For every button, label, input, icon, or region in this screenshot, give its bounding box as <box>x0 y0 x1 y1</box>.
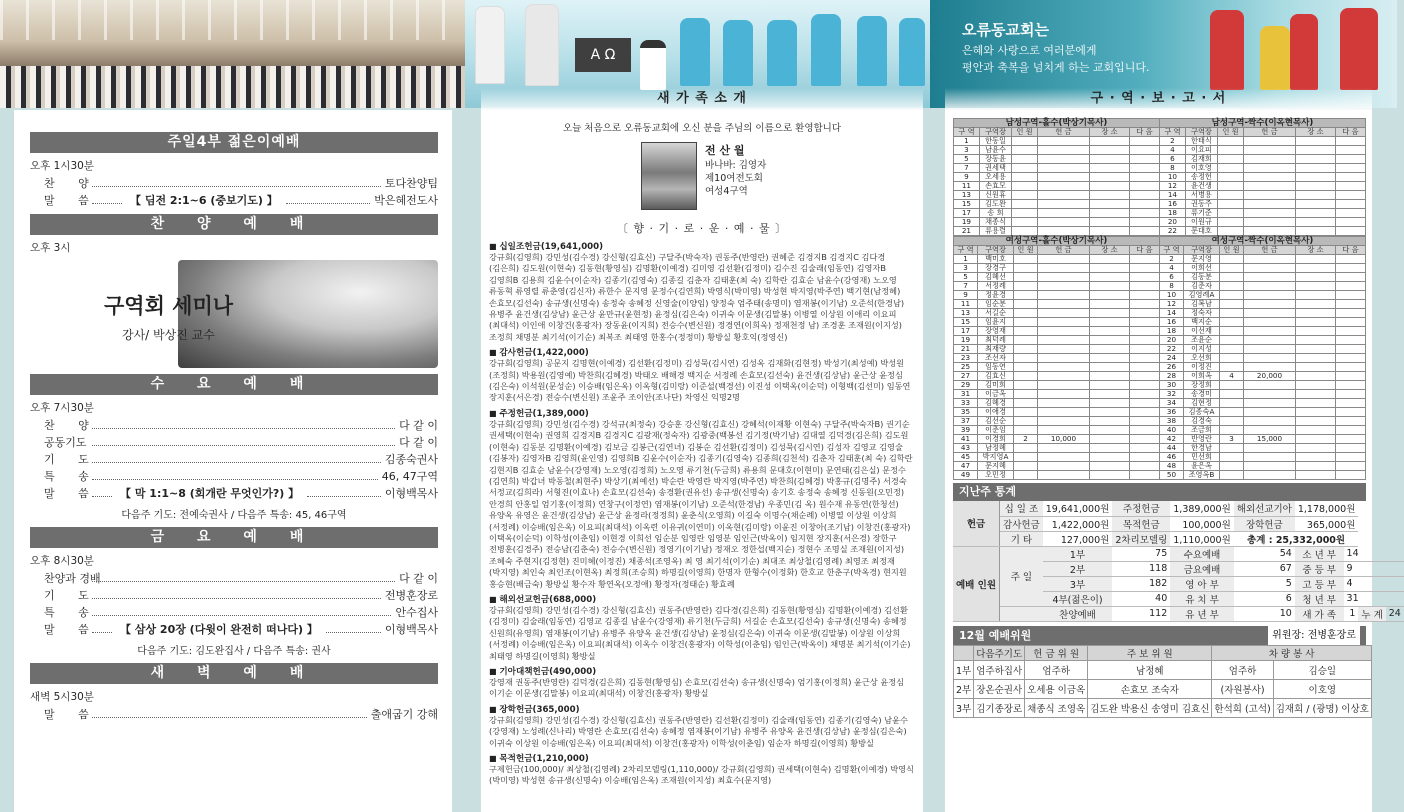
offering-title: 〔 향 · 기 · 로 · 운 · 예 · 물 〕 <box>616 222 788 235</box>
female-district-table: 여성구역-홀수(박상기목사) 여성구역-짝수(이옥현목사) 구 역 구역장 인 원 헌 금 장 소 다 음 구 역 구역장 인 원 헌 금 장 소 다 음 1 백미호 2 문지영 3 장경구 4 이희선 5 김혜선 6 김동분 7 서정례 8 김춘자 9 정윤경 10 김영례A 11 임순분 12 김복남 13 서길순 14 정숙자 15 임윤지 16 백지순 17 장영재 18 이선재 19 최덕례 20 조윤순 21 최재량 22 이지성 23 조선자 24 오선희 25 임동연 26 이정진 27 김효신 28 이희옥 4 20,000 29 김미희 30 장정희 31 이금옥 32 송경미 33 김혜경 34 김현정 35 이애경 36 김종숙A 37 김선순 38 김경숙 39 이춘임 40 조금희 41 이경희 2 10,000 42 반영란 3 15,000 43 남정혜 44 한경남 45 박지영A 46 민선희 47 문지혜 48 윤은옥 49 오민정 50 조영옥B <box>953 236 1366 480</box>
table-row: 7 권세택 8 이호영 <box>954 164 1366 173</box>
program-row: 말 씀 【 막 1:1~8 (회개란 무엇인가?) 】 이형백목사 <box>44 486 438 500</box>
table-row: 예배 인원 주 일 1부 75 수요예배 54 소 년 부 14 <box>953 546 1404 561</box>
table-row: 33 김혜경 34 김현정 <box>954 399 1366 408</box>
offering-list <box>489 240 915 787</box>
next-week-note: 다음주 기도: 김도완집사 / 다음주 특송: 권사 <box>137 646 331 657</box>
offering-category: ■ 장학헌금(365,000) <box>489 703 915 715</box>
table-row: 3 장경구 4 이희선 <box>954 264 1366 273</box>
table-row: 15 김도완 16 권동주 <box>954 200 1366 209</box>
alpha-omega-logo: A Ω <box>575 38 631 72</box>
newcomer-guide: 바나바: 김영자 <box>705 160 767 171</box>
table-row: 45 박지영A 46 민선희 <box>954 453 1366 462</box>
table-row: 9 오세용 10 송정헌 <box>954 173 1366 182</box>
table-row: 41 이경희 2 10,000 42 반영란 3 15,000 <box>954 435 1366 444</box>
program-row: 찬 양 다 같 이 <box>44 418 438 432</box>
newcomer-photo <box>641 142 697 210</box>
offering-names: 강규회(김영희) 강민성(김수경) 강신형(김효신) 권동주(반영란) 김선환(김정미) 김술래(임동연) 김종기(김영숙) 남윤수(강영재) 노성례(신나리) 박영란 손효모(김선숙) 송혜정 염재봉(이기남) 유병주 유양옥 윤건생(김상남) 윤정심(김은숙) 이귀숙 이상원 이승배(임은옥) 이요피(최대석) 이창건(홍광자) 이학성(이춘임) 임순자 하명길(이영희) 황방실 <box>489 714 908 748</box>
service-time: 새벽 5시30분 <box>30 691 94 703</box>
table-row: 23 조선자 24 오선희 <box>954 354 1366 363</box>
table-row: 2부 장온순권사 오세용 이금옥 손효모 조숙자 (자원봉사) 이호영 <box>954 679 1372 698</box>
offering-category: ■ 기아대책헌금(490,000) <box>489 665 915 677</box>
table-row: 15 임윤지 16 백지순 <box>954 318 1366 327</box>
table-row: 49 오민정 50 조영옥B <box>954 471 1366 480</box>
table-row: 11 손효모 12 윤건생 <box>954 182 1366 191</box>
newcomer-group: 여성4구역 <box>705 186 748 197</box>
table-row: 1부 엄주하집사 엄주하 남정혜 엄주하 김승일 <box>954 660 1372 679</box>
table-row: 37 김선순 38 김경숙 <box>954 417 1366 426</box>
table-row: 31 이금옥 32 송경미 <box>954 390 1366 399</box>
sunday-young-adult-title: 주일4부 젊은이예배 <box>30 132 438 153</box>
offering-category: ■ 십일조헌금(19,641,000) <box>489 240 915 252</box>
choir-photo <box>0 0 465 108</box>
offering-category: ■ 목적헌금(1,210,000) <box>489 752 915 764</box>
stats-title: 지난주 통계 <box>953 483 1366 501</box>
program-row: 말 씀 출애굽기 강해 <box>44 707 438 721</box>
table-row: 43 남정혜 44 한경남 <box>954 444 1366 453</box>
duty-title: 12월 예배위원 위원장: 전병훈장로 <box>953 626 1366 645</box>
offering-category: ■ 감사헌금(1,422,000) <box>489 346 915 358</box>
program-row: 말 씀 【 삼상 20장 (다윗이 완전히 떠나다) 】 이형백목사 <box>44 622 438 636</box>
offering-names: 강규회(김영희) 강민성(김수경) 강신형(김효신) 구달주(박숙자) 권동주(반영란) 권혜준 김경지B 김경지C 김다경(김은희) 김도원(이현숙) 김동현(황영심) 김명환(이예경) 김미영 김선환(김정미) 김수진 김술래(임동연) 김영자B 김영희B 김용희 김윤수(이순자) 김종기(김영숙) 김종길 김춘자 김태훈(최 숙) 김학란 김효순 남윤수(강영재) 노오영 류동혁 류영렬 류춘영(김신자) 류한수 문지영 문정수(김연희) 박영식(박미영) 박성현 박지영(박주연) 백기현(남정혜) 손효모(김선숙) 송규생(신명숙) 송정숙 송혜정 신영술(이양임) 양정숙 엄주태(송명미) 염재봉(이기남) 오준석(한경남) 유병주 윤건생(김상남) 윤근상 윤만규(윤현정) 윤정심(김은숙) 이귀숙 이문생(김말봉) 이병열 이상원 이애리 이요피(최대석) 이인애 이창건(홍광자) 장동윤(이지희) 전승수(변신원) 정경연(이희욱) 정재천정 남) 조경훈 조재원(이지성) 조정희 채명분 최기석(이기순) 최복조 최태영 한홍수(정정미) 황방실 황호익(정영신) <box>489 252 905 342</box>
seminar-title: 구역회 세미나 <box>104 294 234 318</box>
service-time: 오후 7시30분 <box>30 402 94 414</box>
stats-table: 헌금 십 일 조 19,641,000원 주정헌금 1,389,000원 해외선교기아 1,178,000원 감사헌금 1,422,000원 목적헌금 100,000원 장학헌금 365,000원 기 타 127,000원 2차리모델링 1,110,000원 총계 : 25,332,000원 예배 인원 주 일 1부 75 수요예배 54 소 년 부 14 2부 118 금요예배 67 중 등 부 9 3부 182 영 아 부 5 고 등 부 4 4부(젊은이) 40 유 치 부 6 청 년 부 31 찬양예배 112 유 년 부 10 새 가 족 1 누 계 24 <box>953 501 1404 622</box>
offering-category: ■ 주정헌금(1,389,000) <box>489 407 915 419</box>
next-week-note: 다음주 기도: 전예숙권사 / 다음주 특송: 45, 46구역 <box>121 510 347 521</box>
table-row: 7 서정례 8 김춘자 <box>954 282 1366 291</box>
table-row: 9 정윤경 10 김영례A <box>954 291 1366 300</box>
newcomer-card <box>489 142 915 212</box>
program-row: 특 송 46, 47구역 <box>44 469 438 483</box>
table-row: 21 최재량 22 이지성 <box>954 345 1366 354</box>
seminar-banner <box>30 260 438 368</box>
table-row: 21 류용렬 22 문대호 <box>954 227 1366 236</box>
table-row: 47 문지혜 48 윤은옥 <box>954 462 1366 471</box>
church-brand-name: 오류동교회는 <box>962 21 1049 39</box>
program-row: 기 도 전병훈장로 <box>44 588 438 602</box>
table-row: 29 김미희 30 장정희 <box>954 381 1366 390</box>
table-row: 25 임동연 26 이정진 <box>954 363 1366 372</box>
brand-slogan-line1: 은혜와 사랑으로 여러분에게 <box>962 44 1097 57</box>
newcomer-name: 전 산 월 <box>705 144 745 157</box>
service-time: 오후 1시30분 <box>30 160 94 172</box>
table-row: 4부(젊은이) 40 유 치 부 6 청 년 부 31 <box>953 591 1404 606</box>
welcome-text: 오늘 처음으로 오류동교회에 오신 분을 주님의 이름으로 환영합니다 <box>562 123 842 134</box>
newcomer-district: 제10여전도회 <box>705 173 763 184</box>
service-time: 오후 8시30분 <box>30 555 94 567</box>
worship-schedule-panel <box>14 110 452 812</box>
offering-names: 강규회(김영희) 공문지 김명현(이예경) 김선환(김정미) 김성묵(김시연) 김성옥 김재화(김현정) 박성기(최성예) 박성원(조정희) 박용원(김영예) 박찬희(김혜경) 박태오 배해경 백지순 서정례 손효모(김선숙) 윤건생(김상남) 윤근상 윤정심(김은숙) 이석원(문성순) 이승배(임은옥) 이옥형(김미랑) 이준설(백경선) 이진성 이택옥(이순덕) 이형백(김선미) 임동연 장지훈(서은경) 전승수(변신원) 조윤주 조이안(조나단) 차영신 익명2명 <box>489 358 911 403</box>
service-time: 오후 3시 <box>30 242 71 254</box>
program-row: 찬양과 경배 다 같 이 <box>44 571 438 585</box>
wednesday-service-title: 수 요 예 배 <box>30 374 438 395</box>
table-row: 3부 김기종장로 채종식 조영옥 김도완 박용신 송영미 김효신 한석희 (고석) 김재희 / (광명) 이상호 <box>954 698 1372 717</box>
program-row: 공동기도 다 같 이 <box>44 435 438 449</box>
friday-service-title: 금 요 예 배 <box>30 527 438 548</box>
table-row: 39 이춘임 40 조금희 <box>954 426 1366 435</box>
program-row: 기 도 김종숙권사 <box>44 452 438 466</box>
brand-slogan-line2: 평안과 축복을 넘치게 하는 교회입니다. <box>962 61 1150 74</box>
table-row: 19 최덕례 20 조윤순 <box>954 336 1366 345</box>
duty-table: 다음주기도 헌 금 위 원 주 보 위 원 차 량 봉 사 1부 엄주하집사 엄주하 남정혜 엄주하 김승일 2부 장온순권사 오세용 이금옥 손효모 조숙자 (자원봉사) 이호영 3부 김기종장로 채종식 조영옥 김도완 박용신 송영미 김효신 한석희 (고석) 김재희 / (광명) 이상호 <box>953 645 1372 718</box>
table-row: 3 남윤수 4 이요피 <box>954 146 1366 155</box>
table-row: 27 김효신 28 이희옥 4 20,000 <box>954 372 1366 381</box>
offering-names: 구제헌금(100,000)/ 최상철(김영례) 2차리모델링(1,110,000)/ 강규회(김영희) 권세택(이현숙) 김명환(이예경) 박영식(박미영) 박성현 송규생(신명숙) 이승배(임은옥) 조재원(이지성) 최효수(문지영) <box>489 764 914 786</box>
table-row: 3부 182 영 아 부 5 고 등 부 4 <box>953 576 1404 591</box>
praise-service-title: 찬 양 예 배 <box>30 214 438 235</box>
newcomer-section-header: 새 가 족 소 개 <box>481 88 923 110</box>
table-row: 35 이애경 36 김종숙A <box>954 408 1366 417</box>
offering-category: ■ 해외선교헌금(688,000) <box>489 593 915 605</box>
table-row: 5 김혜선 6 김동분 <box>954 273 1366 282</box>
male-district-table: 남성구역-홀수(박상기목사) 남성구역-짝수(이옥현목사) 구 역 구역장 인 원 헌 금 장 소 다 음 구 역 구역장 인 원 헌 금 장 소 다 음 1 한동일 2 한태식 3 남윤수 4 이요피 5 장동윤 6 김재희 7 권세택 8 이호영 9 오세용 10 송정헌 11 손효모 12 윤건생 13 신원휴 14 서병용 15 김도완 16 권동주 17 송 희 18 류기준 19 채종식 20 이원규 21 류용렬 22 문대호 <box>953 118 1366 236</box>
table-row: 1 백미호 2 문지영 <box>954 255 1366 264</box>
table-row: 11 임순분 12 김복남 <box>954 300 1366 309</box>
table-row: 5 장동윤 6 김재희 <box>954 155 1366 164</box>
offering-names: 강규회(김영희) 강민성(김수경) 강신형(김효신) 권동주(반영란) 김다경(김은희) 김동현(황영심) 김명환(이예경) 김선환(김정미) 김술래(임동연) 김영교 김종길 남윤수(강영재) 류기천(두금희) 서길순 손효모(김선숙) 송규생(신명숙) 송혜정 신원희(유영희) 염재봉(이기남) 유병주 유양옥 윤건생(김상남) 윤정심(김은숙) 이귀숙 이문생(김말봉) 이상원 이상희(서정례) 이승배(임은옥) 이요피(최대석) 이옥수 이창건(홍광자) 이학성(이춘임) 임인근(박옥이) 채명분 최기석(이기순) 최태영 하명길(이영희) 황방실 <box>489 604 911 661</box>
table-row: 13 서길순 14 정숙자 <box>954 309 1366 318</box>
program-row: 특 송 안수집사 <box>44 605 438 619</box>
duty-leader: 위원장: 전병훈장로 <box>1268 626 1360 645</box>
table-row: 17 장영재 18 이선재 <box>954 327 1366 336</box>
seminar-speaker: 강사/ 박상진 교수 <box>122 328 215 342</box>
table-row: 찬양예배 112 유 년 부 10 새 가 족 1 누 계 24 <box>953 606 1404 621</box>
table-row: 17 송 희 18 류기준 <box>954 209 1366 218</box>
program-row: 찬 양 토다찬양팀 <box>44 176 438 190</box>
table-row: 2부 118 금요예배 67 중 등 부 9 <box>953 561 1404 576</box>
table-row: 13 신원휴 14 서병용 <box>954 191 1366 200</box>
table-row: 19 채종식 20 이원규 <box>954 218 1366 227</box>
offering-names: 강영재 권동주(반영란) 김덕경(김은희) 김동현(황영심) 손효모(김선숙) 송규생(신명숙) 엄기홍(이정희) 윤근상 윤정심 이기순 이문생(김말봉) 이요피(최대석) 이창건(홍광자) 황방실 <box>489 677 905 699</box>
program-row: 말 씀 【 딤전 2:1~6 (중보기도) 】 박은혜전도사 <box>44 193 438 207</box>
newcomer-offering-panel <box>481 110 923 812</box>
table-row: 1 한동일 2 한태식 <box>954 137 1366 146</box>
offering-names: 강규회(김영희) 강민성(김수경) 강석규(최정숙) 강승훈 강신형(김효신) 강혜석(이재황 이현숙) 구달주(박숙자B) 권기순 권세택(이현숙) 권영희 김경지B 김경지C 김광재(정숙자) 김광중(백봉선 김기정(박기남) 김대열 김덕경(김은희) 김도원(이현숙) 김동분 김명환(이예경) 김보금 김봉근(김연녀) 김봉순 김선환(김정미) 김성묵(김시연) 김성자 김영교 김영술(김봉자) 김영자B 김영희(윤인영) 김영희B 김윤수(이순자) 김종기(김영숙) 김종희(김천석) 김춘자 김태훈(최 숙) 김학란 김현지B 김효순 남윤수(강영재) 노오영(김정희) 노오영 류기천(두금희) 류용희 문대호(이현미) 문연태(김은실) 문정수(김연희) 박갑녀 박동철(최현주) 박상기(최예선) 박순란 박영란 박지영(박주연) 박찬희(김혜경) 박홍규(김명주) 서경숙 서정교(김희라) 서형진(이효나) 손효모(김선숙) 송경환(권유선) 송규생(신명숙) 송기호 송정숙 송혜정 신동원(오민정) 안경희 안홍일 엄기홍(이정희) 연창구(이정연) 염재봉(이기남) 오준석(한경남) 우종민(김 옥) 원수재 유동연(한청선) 유양옥 유영은 윤건생(김상남) 윤근상 윤정라(정정희) 윤춘식(오영희) 이길숙 이명수(채순례) 이병열 이상원 이상희(서정례) 이승배(임은옥) 이요피(최대석) 이옥련 이유귀(이연미) 이옥현(김미랑) 이윤진 이창아(조기남) 이창건(홍광자) 이택옥(이순덕) 이학성(이춘임) 이현경 이희선 임순분 임영란 임영분 임인근(박옥이) 임지현 장지훈(서은경) 장한구 전병훈(김경주) 전승남(김춘숙) 전승수(변신원) 정영기(이기남) 정재오 정한섭(백지순) 정현수 조명실 조재원(이지성) 조혜숙 주현지(김정현) 진미혜(이정진) 채종석(조영옥) 최 영 최기석(이기순) 최대조 최상철(김영례) 최영조 최정재(박지영) 최인숙 최인조(이현옥) 최정희(조승희) 하명길(이영희) 한명자 한형수(이정화) 한호교 한춘구(박옥경) 현지원 홍승현(배금숙) 황방실 황수자 황연옥(오정애) 황정자(정태순) 황효례 <box>489 418 913 589</box>
district-report-header: 구 · 역 · 보 · 고 · 서 <box>945 88 1372 110</box>
district-report-panel <box>945 110 1401 812</box>
dawn-service-title: 새 벽 예 배 <box>30 663 438 684</box>
